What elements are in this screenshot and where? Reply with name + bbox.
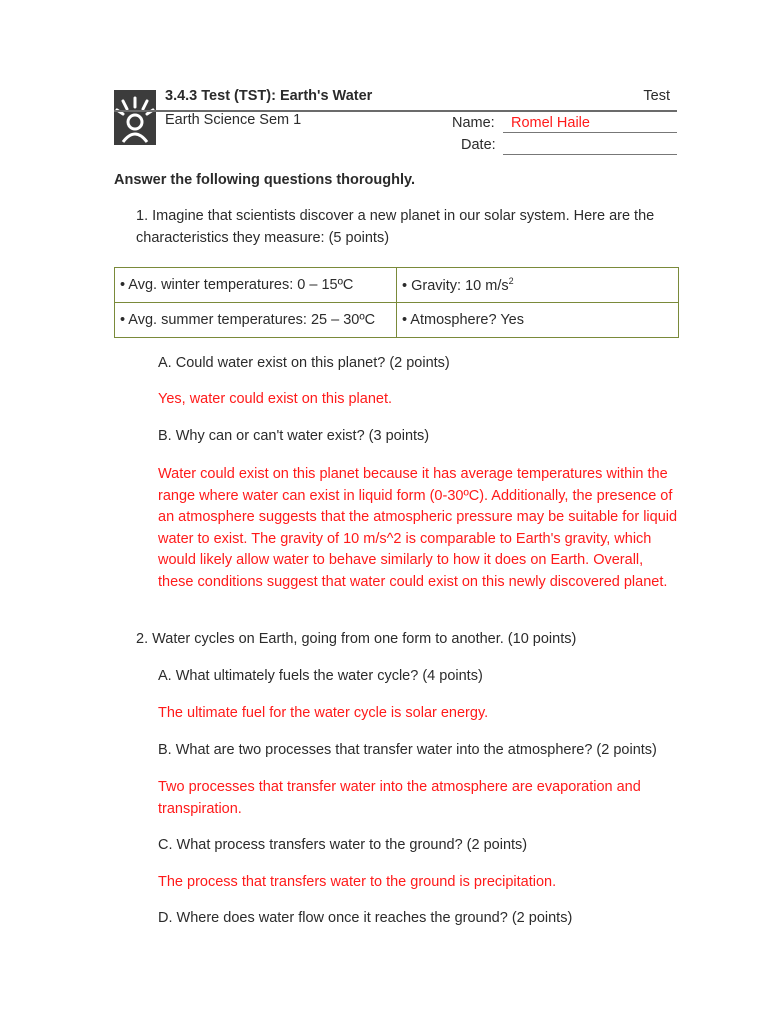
- answer-2b: Two processes that transfer water into the atmosphere are evaporation and transpiration.: [158, 779, 641, 817]
- table-cell: • Avg. winter temperatures: 0 – 15ºC: [115, 268, 397, 303]
- test-type-label: Test: [643, 88, 670, 104]
- question-1b: B. Why can or can't water exist? (3 points): [158, 428, 430, 444]
- test-title: 3.4.3 Test (TST): Earth's Water: [165, 88, 373, 104]
- name-field[interactable]: Romel Haile: [511, 115, 590, 131]
- question-2c: C. What process transfers water to the ground? (2 points): [158, 837, 528, 853]
- answer-2c: The process that transfers water to the ground is precipitation.: [158, 874, 557, 890]
- table-cell: • Atmosphere? Yes: [397, 303, 679, 338]
- name-underline: [503, 132, 677, 133]
- table-cell: [397, 268, 679, 303]
- table-row: [115, 268, 679, 303]
- instructions: Answer the following questions thoroughly.: [114, 172, 416, 188]
- question-2d: D. Where does water flow once it reaches the ground? (2 points): [158, 910, 573, 926]
- answer-1a: Yes, water could exist on this planet.: [158, 391, 393, 407]
- question-1-text: 1. Imagine that scientists discover a new planet in our solar system. Here are the characteristics they measure: (5 points): [136, 208, 655, 246]
- answer-2a: The ultimate fuel for the water cycle is solar energy.: [158, 705, 489, 721]
- date-label: Date:: [461, 137, 496, 153]
- question-2-text: 2. Water cycles on Earth, going from one form to another. (10 points): [136, 631, 577, 647]
- gravity-exponent: 2: [508, 276, 514, 287]
- question-2a: A. What ultimately fuels the water cycle? (4 points): [158, 668, 483, 684]
- name-label: Name:: [452, 115, 495, 131]
- answer-1b: Water could exist on this planet because it has average temperatures within the range where water can exist in liquid form (0-30ºC). Additionally, the presence of an atmosphere suggests that the atmospheric pressure may be suitable for liquid water to exist. The gravity of 10 m/s^2 is comparable to Earth's gravity, which would likely allow water to behave similarly to how it does on Earth. Overall, these conditions suggest that water could exist on this newly discovered planet.: [158, 466, 678, 590]
- gravity-text: • Gravity: 10 m/s: [402, 277, 509, 294]
- course-name: Earth Science Sem 1: [165, 112, 302, 128]
- question-2b: B. What are two processes that transfer water into the atmosphere? (2 points): [158, 742, 657, 758]
- table-row: [115, 303, 679, 338]
- table-cell: • Avg. summer temperatures: 25 – 30ºC: [115, 303, 397, 338]
- planet-characteristics-table: [114, 267, 679, 338]
- question-1a: A. Could water exist on this planet? (2 points): [158, 355, 450, 371]
- school-logo-icon: [114, 90, 156, 145]
- date-field[interactable]: [503, 154, 677, 155]
